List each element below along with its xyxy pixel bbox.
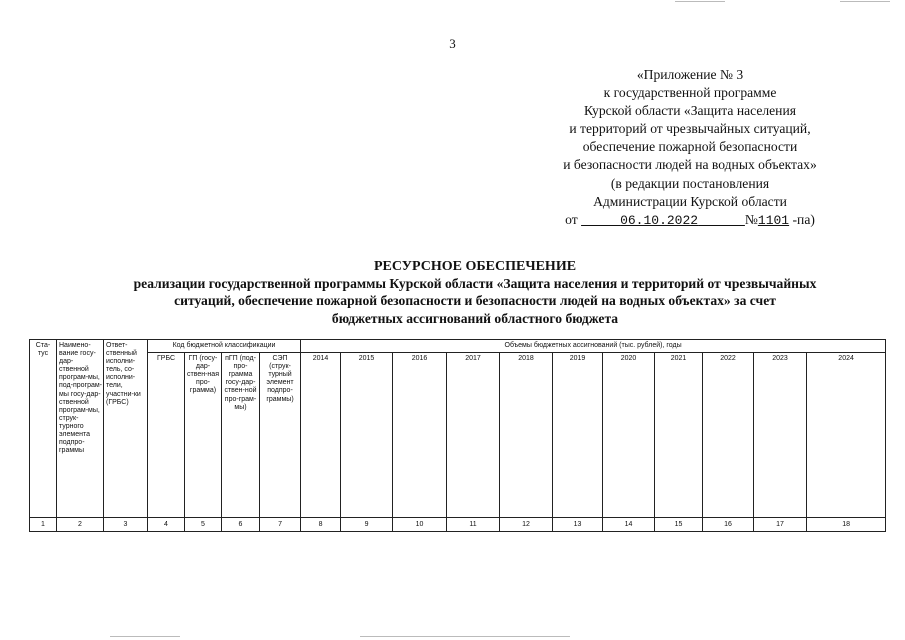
column-number: 9 [341, 518, 393, 532]
decree-number: 1101 [757, 212, 790, 228]
header-year: 2017 [447, 353, 500, 518]
column-number: 11 [447, 518, 500, 532]
column-number: 14 [603, 518, 655, 532]
column-number: 6 [222, 518, 260, 532]
column-number: 3 [104, 518, 148, 532]
document-heading [60, 258, 890, 327]
page-number: 3 [449, 36, 456, 51]
appendix-line: «Приложение № 3 [636, 67, 744, 82]
header-name: Наимено-вание госу-дар-ственной програм-мы, под-програм-мы госу-дар-ственной програм-мы, струк-турного элемента подпро-граммы [57, 340, 104, 518]
appendix-line: и территорий от чрезвычайных ситуаций, [569, 121, 811, 137]
column-number: 16 [703, 518, 754, 532]
decree-date [581, 213, 745, 228]
appendix-line: и безопасности людей на водных объектах» [563, 157, 817, 173]
header-year: 2021 [655, 353, 703, 518]
column-number: 2 [57, 518, 104, 532]
header-year: 2018 [500, 353, 553, 518]
number-suffix: -па) [792, 211, 815, 227]
column-number: 18 [807, 518, 886, 532]
scan-artifact [110, 636, 180, 637]
heading-line: бюджетных ассигнований областного бюджета [331, 310, 619, 326]
header-status: Ста-тус [30, 340, 57, 518]
header-volumes-group: Объемы бюджетных ассигнований (тыс. рублей), годы [301, 340, 886, 353]
resource-table [29, 339, 886, 532]
header-grbs: ГРБС [148, 353, 185, 518]
heading-title: РЕСУРСНОЕ ОБЕСПЕЧЕНИЕ [373, 259, 577, 274]
column-number: 5 [185, 518, 222, 532]
header-pgp: пГП (под-про-грамма госу-дар-ствен-ной про-грам-мы) [222, 353, 260, 518]
column-number: 7 [260, 518, 301, 532]
scan-artifact [675, 1, 725, 2]
header-year: 2019 [553, 353, 603, 518]
header-responsible: Ответ-ственный исполни-тель, со-исполни-тели, участни-ки (ГРБС) [104, 340, 148, 518]
column-number: 15 [655, 518, 703, 532]
column-number: 12 [500, 518, 553, 532]
header-year: 2023 [754, 353, 807, 518]
appendix-block [540, 66, 840, 230]
table-subheader-row [30, 353, 886, 518]
decree-line [540, 211, 840, 230]
header-year: 2020 [603, 353, 655, 518]
appendix-line: Администрации Курской области [593, 193, 787, 209]
appendix-line: обеспечение пожарной безопасности [582, 139, 798, 155]
scan-artifact [360, 636, 570, 637]
heading-line: ситуаций, обеспечение пожарной безопасности и безопасности людей на водных объектах» за счет [174, 293, 776, 309]
column-number: 13 [553, 518, 603, 532]
header-gp: ГП (госу-дар-ствен-ная про-грамма) [185, 353, 222, 518]
header-sep: СЭП (струк-турный элемент подпро-граммы) [260, 353, 301, 518]
column-number: 1 [30, 518, 57, 532]
appendix-line: к государственной программе [603, 85, 777, 101]
column-number: 8 [301, 518, 341, 532]
from-label: от [565, 211, 578, 227]
table-header-row [30, 340, 886, 353]
column-number: 4 [148, 518, 185, 532]
header-budget-code-group: Код бюджетной классификации [148, 340, 301, 353]
column-number: 10 [393, 518, 447, 532]
header-year: 2015 [341, 353, 393, 518]
header-year: 2024 [807, 353, 886, 518]
header-year: 2014 [301, 353, 341, 518]
appendix-line: (в редакции постановления [610, 175, 770, 191]
number-label: № [744, 211, 758, 227]
column-number-row [30, 518, 886, 532]
heading-line: реализации государственной программы Курской области «Защита населения и территорий от чрезвычайных [133, 276, 817, 292]
scan-artifact [840, 1, 890, 2]
header-year: 2016 [393, 353, 447, 518]
decree-date-value: 06.10.2022 [620, 212, 699, 228]
header-year: 2022 [703, 353, 754, 518]
appendix-line: Курской области «Защита населения [584, 103, 796, 119]
column-number: 17 [754, 518, 807, 532]
